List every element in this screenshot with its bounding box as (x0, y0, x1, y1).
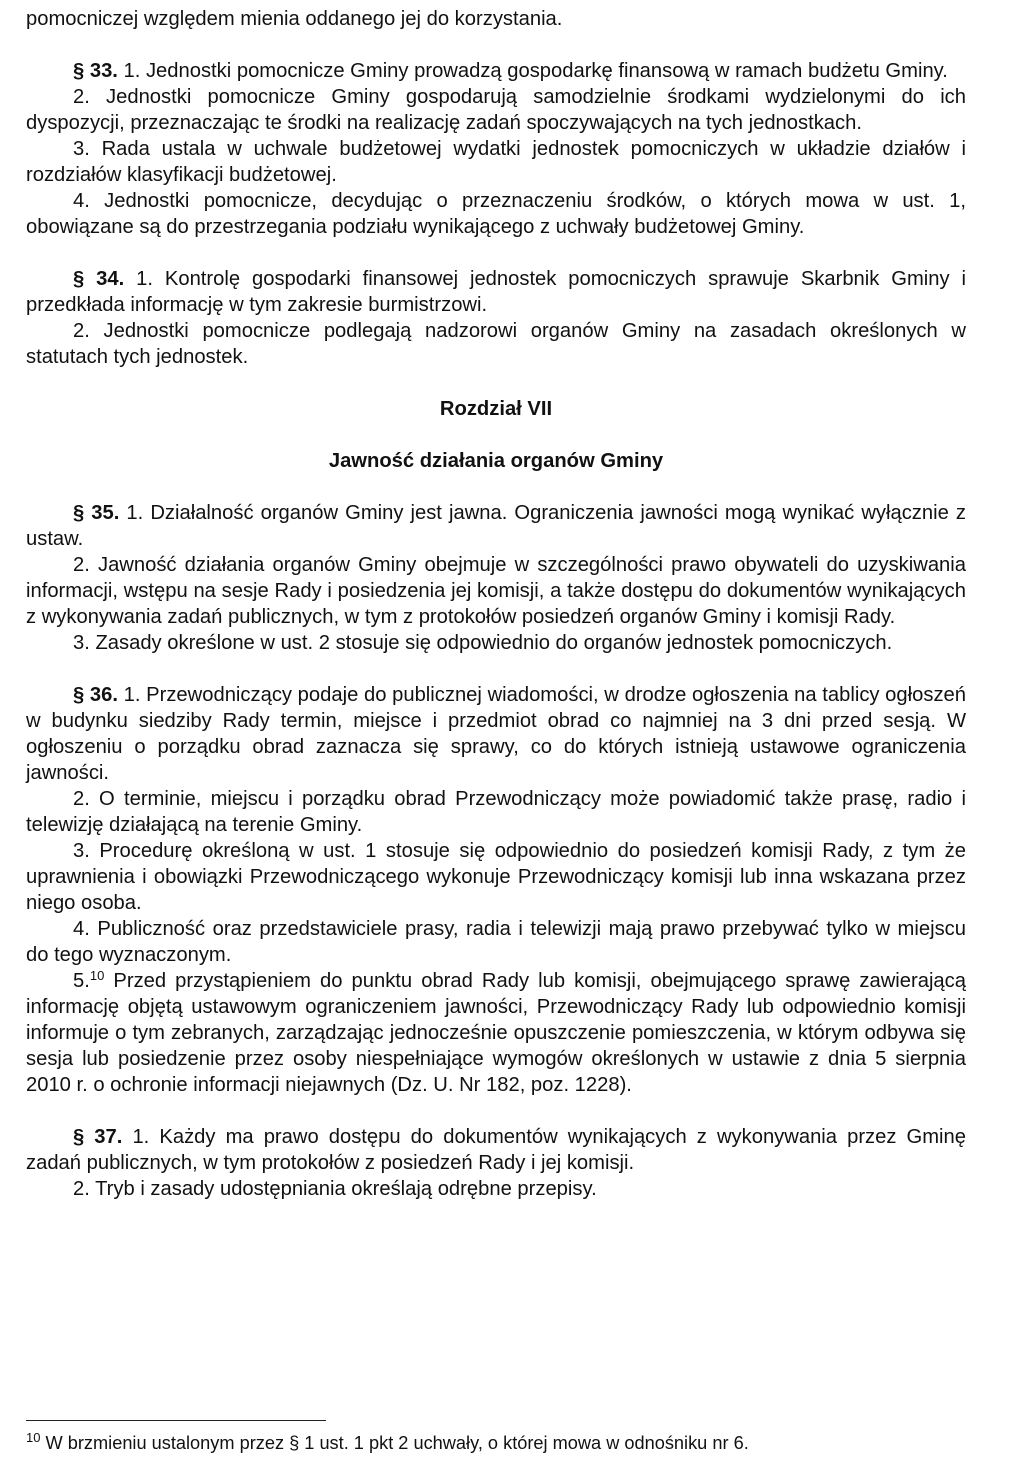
continued-paragraph: pomocniczej względem mienia oddanego jej do korzystania. (26, 8, 563, 30)
section-36-para-3: 3. Procedurę określoną w ust. 1 stosuje się odpowiednio do posiedzeń komisji Rady, z tym że uprawnienia i obowiązki Przewodniczącego wykonuje Przewodniczący komisji lub inna wskazana przez niego osoba. (26, 840, 966, 914)
section-37-para-1-text: 1. Każdy ma prawo dostępu do dokumentów wynikających z wykonywania przez Gminę zadań publicznych, w tym protokołów z posiedzeń Rady i jej komisji. (26, 1126, 966, 1174)
section-35-para-3: 3. Zasady określone w ust. 2 stosuje się odpowiednio do organów jednostek pomocniczych. (73, 632, 893, 654)
section-34-para-1 (26, 266, 966, 318)
footnote-number: 10 (26, 1430, 41, 1445)
section-33-para-3: 3. Rada ustala w uchwale budżetowej wydatki jednostek pomocniczych w układzie działów i rozdziałów klasyfikacji budżetowej. (26, 138, 966, 186)
section-36-para-1-text: 1. Przewodniczący podaje do publicznej wiadomości, w drodze ogłoszenia na tablicy ogłoszeń w budynku siedziby Rady termin, miejsce i przedmiot obrad co najmniej na 3 dni przed sesją. W ogłoszeniu o porządku obrad zaznacza się sprawy, co do których istnieją ustawowe ograniczenia jawności. (26, 684, 966, 784)
section-35-para-1-text: 1. Działalność organów Gminy jest jawna. Ograniczenia jawności mogą wynikać wyłącznie z ustaw. (26, 502, 966, 550)
section-35-mark: § 35. (73, 502, 120, 524)
section-33-para-2: 2. Jednostki pomocnicze Gminy gospodarują samodzielnie środkami wydzielonymi do ich dyspozycji, przeznaczając te środki na realizację zadań spoczywających na tych jednostkach. (26, 86, 966, 134)
section-36-para-4: 4. Publiczność oraz przedstawiciele prasy, radia i telewizji mają prawo przebywać tylko w miejscu do tego wyznaczonym. (26, 918, 966, 966)
section-37-mark: § 37. (73, 1126, 123, 1148)
section-37-para-2: 2. Tryb i zasady udostępniania określają odrębne przepisy. (73, 1178, 597, 1200)
section-36-mark: § 36. (73, 684, 118, 706)
section-37-para-1 (26, 1124, 966, 1176)
section-35-para-2: 2. Jawność działania organów Gminy obejmuje w szczególności prawo obywateli do uzyskiwania informacji, wstępu na sesje Rady i posiedzenia jej komisji, a także dostępu do dokumentów wynikających z wykonywania zadań publicznych, w tym z protokołów posiedzeń organów Gminy i komisji Rady. (26, 554, 966, 628)
document-page (26, 0, 966, 1202)
section-36-para-5-text: Przed przystąpieniem do punktu obrad Rady lub komisji, obejmującego sprawę zawierającą informację objętą ustawowym ograniczeniem jawności, Przewodniczący Rady lub odpowiednio komisji informuje o tym zebranych, zarządzając jednocześnie opuszczenie pomieszczenia, w którym odbywa się sesja lub posiedzenie przez osoby niespełniające wymogów określonych w ustawie z dnia 5 sierpnia 2010 r. o ochronie informacji niejawnych (Dz. U. Nr 182, poz. 1228). (26, 970, 966, 1096)
section-36-para-5 (26, 968, 966, 1098)
chapter-title: Jawność działania organów Gminy (328, 450, 664, 472)
section-36-para-1 (26, 682, 966, 786)
section-33-mark: § 33. (73, 60, 118, 82)
chapter-number: Rozdział VII (439, 398, 553, 420)
footnote-reference[interactable]: 10 (89, 968, 105, 983)
footnote-divider (26, 1420, 326, 1421)
section-34-mark: § 34. (73, 268, 125, 290)
section-33-para-4: 4. Jednostki pomocnicze, decydując o przeznaczeniu środków, o których mowa w ust. 1, obowiązane są do przestrzegania podziału wynikającego z uchwały budżetowej Gminy. (26, 190, 966, 238)
footnote (26, 1431, 986, 1455)
section-34-para-2: 2. Jednostki pomocnicze podlegają nadzorowi organów Gminy na zasadach określonych w statutach tych jednostek. (26, 320, 966, 368)
section-34-para-1-text: 1. Kontrolę gospodarki finansowej jednostek pomocniczych sprawuje Skarbnik Gminy i przedkłada informację w tym zakresie burmistrzowi. (26, 268, 966, 316)
section-36-para-5-number: 5. (73, 970, 90, 992)
section-33-para-1-text: 1. Jednostki pomocnicze Gminy prowadzą gospodarkę finansową w ramach budżetu Gminy. (117, 60, 948, 82)
section-35-para-1 (26, 500, 966, 552)
footnote-text: W brzmieniu ustalonym przez § 1 ust. 1 pkt 2 uchwały, o której mowa w odnośniku nr 6. (40, 1433, 749, 1453)
section-36-para-2: 2. O terminie, miejscu i porządku obrad Przewodniczący może powiadomić także prasę, radio i telewizję działającą na terenie Gminy. (26, 788, 966, 836)
section-33-para-1 (26, 58, 966, 84)
